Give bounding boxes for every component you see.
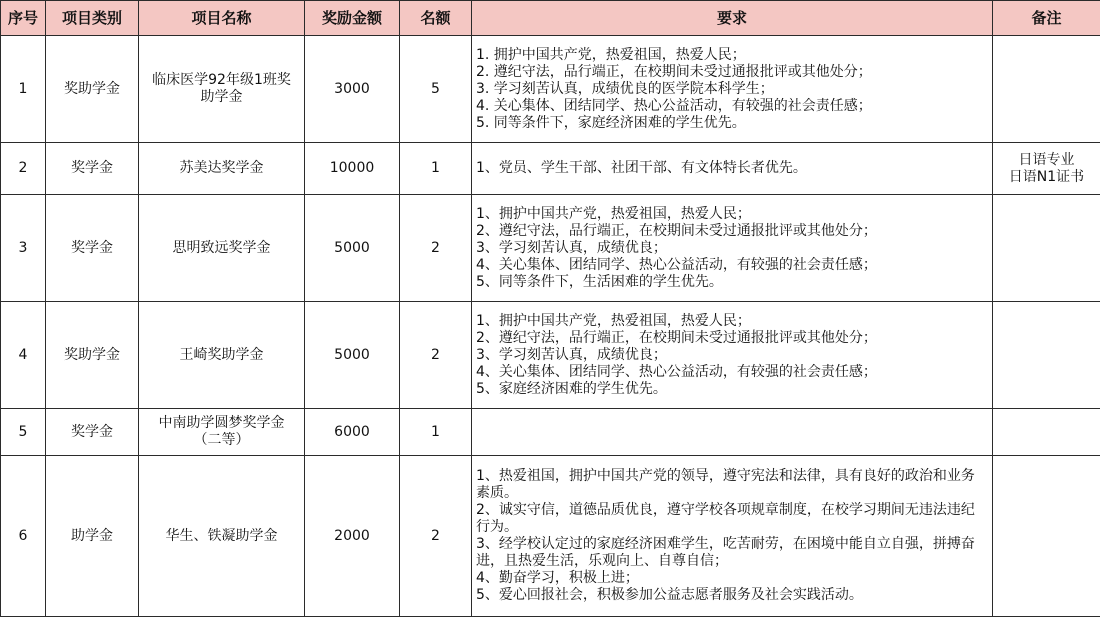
row-quota: 5 bbox=[400, 36, 472, 143]
requirement-line: 5、同等条件下，生活困难的学生优先。 bbox=[476, 273, 723, 290]
row-requirements bbox=[472, 195, 993, 302]
requirement-line: 3、学习刻苦认真，成绩优良； bbox=[476, 239, 667, 256]
row-no: 3 bbox=[1, 195, 46, 302]
row-name-text: 苏美达奖学金 bbox=[179, 160, 264, 176]
row-notes bbox=[993, 36, 1100, 143]
header-amount: 奖励金额 bbox=[305, 1, 400, 36]
requirement-line: 1、拥护中国共产党，热爱祖国，热爱人民； bbox=[476, 205, 751, 222]
row-amount: 3000 bbox=[305, 36, 400, 143]
row-amount: 5000 bbox=[305, 302, 400, 409]
requirement-line: 1、热爱祖国，拥护中国共产党的领导，遵守宪法和法律，具有良好的政治和业务素质。 bbox=[476, 468, 975, 501]
row-name bbox=[139, 143, 305, 195]
requirement-line: 4、关心集体、团结同学、热心公益活动，有较强的社会责任感； bbox=[476, 256, 877, 273]
row-name bbox=[139, 36, 305, 143]
row-category: 奖助学金 bbox=[46, 302, 139, 409]
header-no: 序号 bbox=[1, 1, 46, 36]
row-requirements bbox=[472, 36, 993, 143]
row-name bbox=[139, 302, 305, 409]
row-notes bbox=[993, 143, 1100, 195]
requirement-line: 2、遵纪守法，品行端正，在校期间未受过通报批评或其他处分； bbox=[476, 329, 877, 346]
row-notes bbox=[993, 456, 1100, 617]
row-name-text: 华生、铁凝助学金 bbox=[165, 527, 278, 544]
row-name bbox=[139, 409, 305, 456]
row-no: 2 bbox=[1, 143, 46, 195]
row-notes bbox=[993, 302, 1100, 409]
row-quota: 2 bbox=[400, 302, 472, 409]
table-body bbox=[1, 36, 1100, 617]
row-quota: 2 bbox=[400, 195, 472, 302]
row-amount: 5000 bbox=[305, 195, 400, 302]
row-quota: 2 bbox=[400, 456, 472, 617]
requirement-line: 5、家庭经济困难的学生优先。 bbox=[476, 380, 667, 397]
row-amount: 6000 bbox=[305, 409, 400, 456]
row-quota: 1 bbox=[400, 143, 472, 195]
row-no: 5 bbox=[1, 409, 46, 456]
table-row bbox=[1, 36, 1100, 143]
row-requirements bbox=[472, 143, 993, 195]
requirement-line: 2、遵纪守法，品行端正，在校期间未受过通报批评或其他处分； bbox=[476, 222, 877, 239]
requirement-line: 2、诚实守信，道德品质优良，遵守学校各项规章制度，在校学习期间无违法违纪行为。 bbox=[476, 502, 975, 535]
header-quota: 名额 bbox=[400, 1, 472, 36]
table-row bbox=[1, 143, 1100, 195]
row-name-text: 中南助学圆梦奖学金（二等） bbox=[158, 415, 285, 448]
row-name-text: 临床医学92年级1班奖助学金 bbox=[152, 72, 291, 105]
table-row bbox=[1, 409, 1100, 456]
requirement-line: 5. 同等条件下，家庭经济困难的学生优先。 bbox=[476, 114, 746, 131]
requirement-line: 3. 学习刻苦认真，成绩优良的医学院本科学生； bbox=[476, 80, 774, 97]
table-row bbox=[1, 302, 1100, 409]
row-requirements bbox=[472, 302, 993, 409]
requirement-line: 2. 遵纪守法，品行端正，在校期间未受过通报批评或其他处分； bbox=[476, 63, 872, 80]
table-row bbox=[1, 195, 1100, 302]
row-category: 奖学金 bbox=[46, 195, 139, 302]
row-requirements bbox=[472, 409, 993, 456]
requirement-line: 4、勤奋学习，积极上进； bbox=[476, 570, 639, 586]
requirement-line: 1、拥护中国共产党，热爱祖国，热爱人民； bbox=[476, 312, 751, 329]
note-line: 日语N1证书 bbox=[1008, 168, 1085, 185]
header-row bbox=[1, 1, 1100, 36]
header-requirements: 要求 bbox=[472, 1, 993, 36]
row-name bbox=[139, 456, 305, 617]
requirement-line: 5、爱心回报社会，积极参加公益志愿者服务及社会实践活动。 bbox=[476, 587, 863, 603]
requirement-line: 4、关心集体、团结同学、热心公益活动，有较强的社会责任感； bbox=[476, 363, 877, 380]
row-notes bbox=[993, 409, 1100, 456]
row-no: 1 bbox=[1, 36, 46, 143]
row-category: 奖学金 bbox=[46, 143, 139, 195]
requirement-line: 1、党员、学生干部、社团干部、有文体特长者优先。 bbox=[476, 160, 807, 176]
row-no: 4 bbox=[1, 302, 46, 409]
table-row bbox=[1, 456, 1100, 617]
requirement-line: 3、学习刻苦认真，成绩优良； bbox=[476, 346, 667, 363]
header-category: 项目类别 bbox=[46, 1, 139, 36]
row-category: 奖助学金 bbox=[46, 36, 139, 143]
requirement-line: 3、经学校认定过的家庭经济困难学生，吃苦耐劳，在困境中能自立自强，拼搏奋进，且热爱生活，乐观向上、自尊自信； bbox=[476, 536, 975, 569]
requirement-line: 1. 拥护中国共产党，热爱祖国，热爱人民； bbox=[476, 46, 746, 63]
requirement-line: 4. 关心集体、团结同学、热心公益活动，有较强的社会责任感； bbox=[476, 97, 872, 114]
row-amount: 10000 bbox=[305, 143, 400, 195]
row-no: 6 bbox=[1, 456, 46, 617]
row-requirements bbox=[472, 456, 993, 617]
row-name-text: 王崎奖助学金 bbox=[179, 346, 264, 363]
row-category: 助学金 bbox=[46, 456, 139, 617]
row-quota: 1 bbox=[400, 409, 472, 456]
header-name: 项目名称 bbox=[139, 1, 305, 36]
row-notes bbox=[993, 195, 1100, 302]
row-category: 奖学金 bbox=[46, 409, 139, 456]
header-notes: 备注 bbox=[993, 1, 1100, 36]
note-line: 日语专业 bbox=[1018, 151, 1075, 168]
row-name-text: 思明致远奖学金 bbox=[172, 239, 271, 256]
row-amount: 2000 bbox=[305, 456, 400, 617]
row-name bbox=[139, 195, 305, 302]
